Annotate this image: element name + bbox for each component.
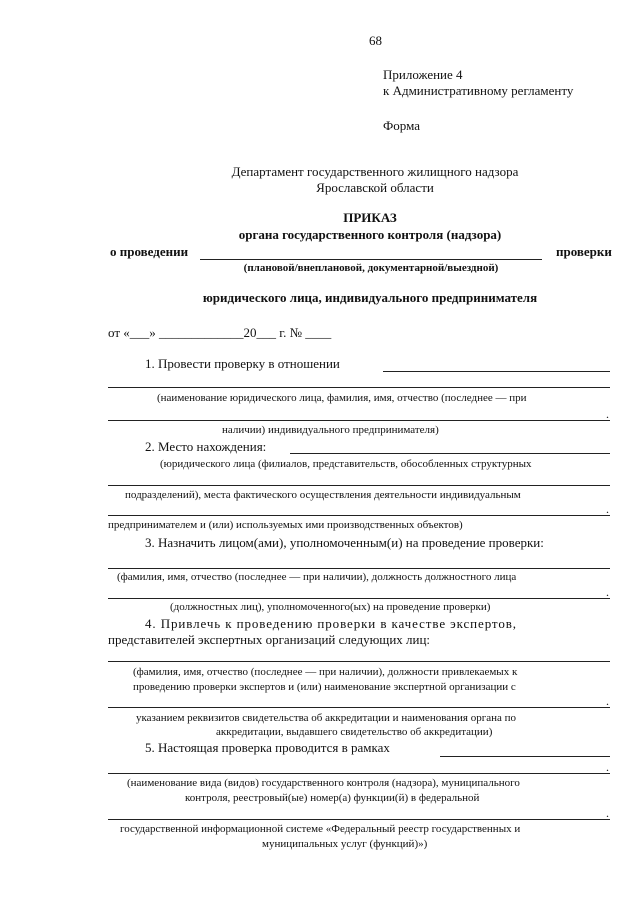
item4-field[interactable] bbox=[108, 661, 610, 662]
item2-label: 2. Место нахождения: bbox=[145, 439, 267, 454]
department-region: Ярославской области bbox=[316, 180, 434, 195]
inspection-subject: юридического лица, индивидуального предпринимателя bbox=[202, 290, 538, 305]
item2-dot: . bbox=[606, 502, 609, 516]
item3-dot: . bbox=[606, 585, 609, 599]
department-name: Департамент государственного жилищного надзора bbox=[231, 164, 519, 179]
item4-dot: . bbox=[606, 694, 609, 708]
item5-hint-c: государственной информационной системе «Федеральный реестр государственных и bbox=[120, 823, 521, 835]
item1-field-line3[interactable] bbox=[108, 420, 610, 421]
item4-hint-a: (фамилия, имя, отчество (последнее — при наличии), должности привлекаемых к bbox=[133, 666, 518, 678]
item2-field-line2[interactable] bbox=[108, 485, 610, 486]
item5-hint-a: (наименование вида (видов) государственного контроля (надзора), муниципального bbox=[127, 777, 520, 789]
item4-label-b: представителей экспертных организаций следующих лиц: bbox=[108, 632, 431, 647]
item2-field[interactable] bbox=[290, 453, 610, 454]
order-date-number: от «___» _____________20___ г. № ____ bbox=[108, 325, 332, 340]
item1-hint-b: наличии) индивидуального предпринимателя) bbox=[222, 424, 439, 436]
item5-dot: . bbox=[606, 760, 609, 774]
item2-hint-c: предпринимателем и (или) используемых ими производственных объектов) bbox=[108, 519, 463, 531]
item3-hint-a: (фамилия, имя, отчество (последнее — при наличии), должность должностного лица bbox=[117, 571, 517, 583]
item2-hint-a: (юридического лица (филиалов, представительств, обособленных структурных bbox=[160, 458, 532, 470]
item4-hint-c: указанием реквизитов свидетельства об аккредитации и наименования органа по bbox=[136, 712, 517, 724]
item1-label: 1. Провести проверку в отношении bbox=[145, 356, 340, 371]
item2-field-line3[interactable] bbox=[108, 515, 610, 516]
item5-hint-b: контроля, реестровый(ые) номер(а) функции(й) в федеральной bbox=[185, 792, 480, 804]
item1-field-line2[interactable] bbox=[108, 387, 610, 388]
item1-field[interactable] bbox=[383, 371, 610, 372]
item3-label: 3. Назначить лицом(ами), уполномоченным(и) на проведение проверки: bbox=[145, 535, 544, 550]
item5-field[interactable] bbox=[440, 756, 610, 757]
item3-field[interactable] bbox=[108, 568, 610, 569]
appendix-reference: к Административному регламенту bbox=[383, 83, 574, 98]
item5-hint-d: муниципальных услуг (функций)») bbox=[262, 838, 428, 850]
page-number: 68 bbox=[369, 33, 382, 48]
inspection-type-hint: (плановой/внеплановой, документарной/выездной) bbox=[243, 262, 499, 274]
inspection-type-field[interactable] bbox=[200, 259, 542, 260]
inspection-prefix: о проведении bbox=[110, 244, 189, 259]
item2-hint-b: подразделений), места фактического осуществления деятельности индивидуальным bbox=[125, 489, 521, 501]
item4-hint-d: аккредитации, выдавшего свидетельство об аккредитации) bbox=[216, 726, 493, 738]
order-title: ПРИКАЗ bbox=[343, 210, 397, 225]
item4-field-line2[interactable] bbox=[108, 707, 610, 708]
item3-hint-b: (должностных лиц), уполномоченного(ых) на проведение проверки) bbox=[170, 601, 491, 613]
item4-hint-b: проведению проверки экспертов и (или) наименование экспертной организации с bbox=[133, 681, 516, 693]
item5-field-line2[interactable] bbox=[108, 773, 610, 774]
inspection-suffix: проверки bbox=[556, 244, 612, 259]
form-label: Форма bbox=[383, 118, 420, 133]
item5-field-line3[interactable] bbox=[108, 819, 610, 820]
appendix-title: Приложение 4 bbox=[383, 67, 463, 82]
item5-dot-2: . bbox=[606, 806, 609, 820]
item5-label: 5. Настоящая проверка проводится в рамках bbox=[145, 740, 390, 755]
item1-hint-a: (наименование юридического лица, фамилия, имя, отчество (последнее — при bbox=[157, 392, 527, 404]
order-authority: органа государственного контроля (надзора) bbox=[238, 227, 502, 242]
item1-dot: . bbox=[606, 407, 609, 421]
item3-field-line2[interactable] bbox=[108, 598, 610, 599]
item4-label-a: 4. Привлечь к проведению проверки в качестве экспертов, bbox=[145, 616, 517, 631]
